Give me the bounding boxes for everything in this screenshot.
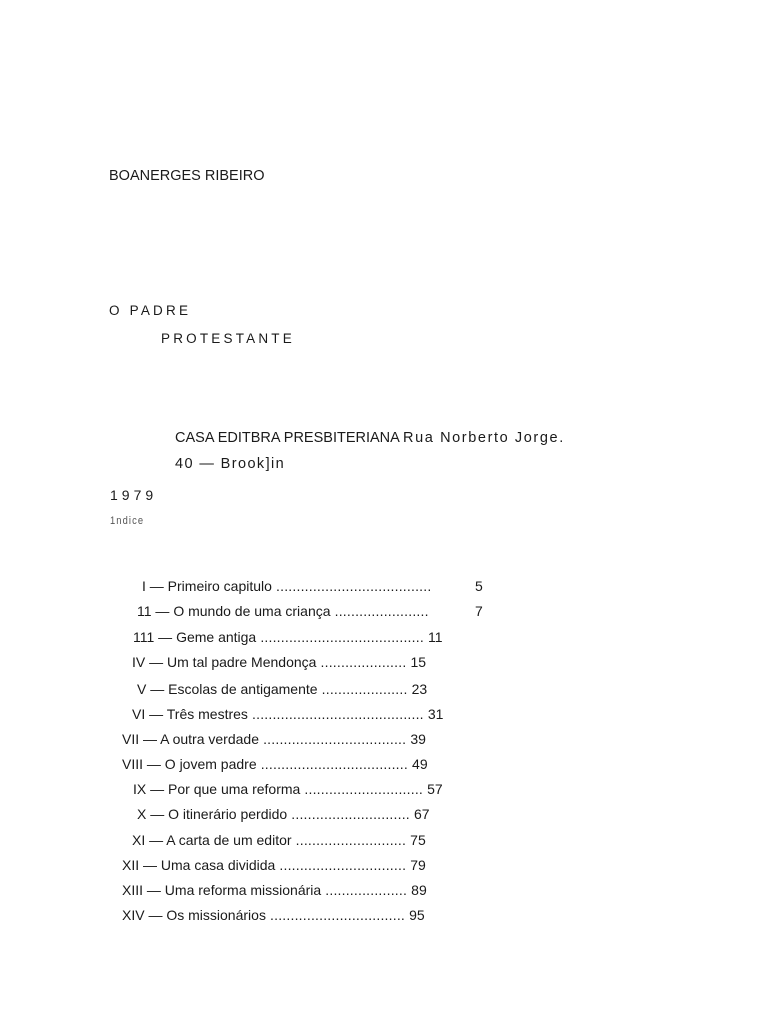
toc-entry: VI — Três mestres .......................................... 31 (132, 706, 444, 722)
toc-leader-dots: ........................... (291, 832, 411, 848)
author-name: BOANERGES RIBEIRO (109, 168, 265, 184)
toc-leader-dots: ...................................... (271, 578, 432, 594)
toc-page-number: 39 (410, 731, 426, 747)
toc-chapter-number: 111 (133, 629, 155, 645)
toc-chapter-title: Um tal padre Mendonça (167, 654, 317, 670)
toc-page-number: 89 (411, 882, 427, 898)
toc-entry: X — O itinerário perdido ............................. 67 (137, 806, 430, 822)
toc-chapter-number: XII (122, 857, 140, 873)
toc-chapter-title: Primeiro capitulo (167, 578, 272, 594)
toc-leader-dots: ............................. (287, 806, 414, 822)
toc-chapter-number: X (137, 806, 147, 822)
toc-leader-dots: ..................... (317, 681, 412, 697)
toc-chapter-title: Por que uma reforma (168, 781, 301, 797)
toc-page-number: 95 (409, 907, 425, 923)
toc-entry: VIII — O jovem padre .................................... 49 (122, 756, 428, 772)
toc-chapter-title: Três mestres (166, 706, 248, 722)
toc-leader-dots: ............................... (275, 857, 411, 873)
toc-leader-dots: ........................................ (256, 629, 428, 645)
toc-chapter-title: O mundo de uma criança (173, 603, 331, 619)
toc-entry: XII — Uma casa dividida ............................... 79 (122, 857, 426, 873)
toc-leader-dots: ..................... (316, 654, 411, 670)
toc-chapter-title: A outra verdade (160, 731, 259, 747)
toc-page-number: 67 (413, 806, 430, 822)
toc-chapter-number: VII (122, 731, 140, 747)
toc-page-number: 79 (410, 857, 426, 873)
toc-chapter-number: IV (132, 654, 146, 670)
toc-entry: XIV — Os missionários ................................. 95 (122, 907, 425, 923)
toc-page-number: 75 (410, 832, 426, 848)
book-title-line2: PROTESTANTE (161, 331, 295, 346)
toc-chapter-title: Escolas de antigamente (168, 681, 318, 697)
toc-chapter-title: Geme antiga (176, 629, 257, 645)
toc-entry: XIII — Uma reforma missionária .................... 89 (122, 882, 427, 898)
toc-chapter-title: O itinerário perdido (168, 806, 288, 822)
toc-page-number: 31 (427, 706, 444, 722)
toc-chapter-number: VI (132, 706, 146, 722)
toc-leader-dots: ....................... (330, 603, 429, 619)
toc-page-number: 5 (475, 578, 483, 594)
toc-page-number: 23 (411, 681, 428, 697)
toc-entry: IX — Por que uma reforma ............................. 57 (133, 781, 443, 797)
publisher-line2: 40 — Brook]in (175, 456, 286, 472)
publisher-line1 (175, 430, 565, 446)
toc-entry: IV — Um tal padre Mendonça ..................... 15 (132, 654, 427, 670)
publication-year: 1979 (110, 487, 158, 503)
toc-entry: 11 — O mundo de uma criança ....................... (137, 603, 429, 619)
toc-leader-dots: .................... (321, 882, 412, 898)
toc-entry: V — Escolas de antigamente ..................... 23 (137, 681, 428, 697)
toc-chapter-number: VIII (122, 756, 144, 772)
book-title-line1: O PADRE (109, 303, 192, 318)
toc-chapter-title: O jovem padre (164, 756, 257, 772)
toc-page-number: 15 (410, 654, 427, 670)
toc-chapter-number: I (142, 578, 146, 594)
toc-chapter-title: Os missionários (166, 907, 266, 923)
publisher-street: Rua Norberto Jorge. (403, 430, 565, 446)
toc-chapter-number: IX (133, 781, 147, 797)
toc-chapter-number: V (137, 681, 147, 697)
toc-leader-dots: .................................... (256, 756, 413, 772)
toc-leader-dots: ................................... (259, 731, 411, 747)
toc-chapter-number: 11 (137, 603, 152, 619)
toc-page-number: 57 (427, 781, 443, 797)
toc-chapter-title: Uma reforma missionária (164, 882, 322, 898)
toc-chapter-title: A carta de um editor (166, 832, 292, 848)
toc-chapter-title: Uma casa dividida (160, 857, 276, 873)
toc-chapter-number: XI (132, 832, 146, 848)
toc-entry: 111 — Geme antiga ........................................ 11 (133, 629, 443, 645)
toc-chapter-number: XIII (122, 882, 144, 898)
toc-page-number: 11 (428, 629, 443, 645)
toc-leader-dots: ................................. (265, 907, 410, 923)
toc-entry: I — Primeiro capitulo ...................................... (142, 578, 432, 594)
toc-entry: VII — A outra verdade ................................... 39 (122, 731, 426, 747)
toc-leader-dots: ............................. (300, 781, 428, 797)
toc-leader-dots: .......................................... (247, 706, 428, 722)
publisher-name: CASA EDITBRA PRESBITERIANA (175, 430, 400, 446)
toc-page-number: 49 (412, 756, 428, 772)
toc-entry: XI — A carta de um editor ........................... 75 (132, 832, 426, 848)
toc-chapter-number: XIV (122, 907, 145, 923)
toc-page-number: 7 (475, 603, 483, 619)
index-heading: 1ndice (110, 515, 145, 527)
